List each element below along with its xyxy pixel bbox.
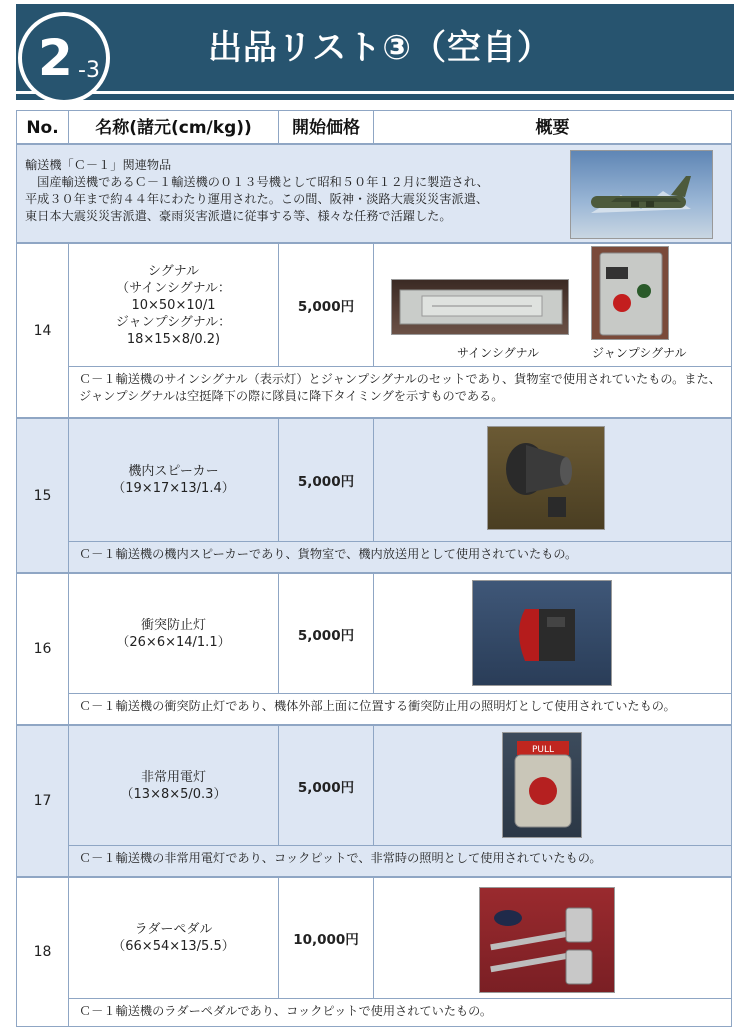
desc-line: Ｃ－１輸送機のサインシグナル（表示灯）とジャンプシグナルのセットであり、貨物室で使用されていたもの。また、 [79,372,721,386]
desc-line: ジャンプシグナルは空挺降下の際に隊員に降下タイミングを示すものである。 [79,389,504,403]
item-number: 17 [17,726,69,876]
item-name [69,878,279,998]
col-summary: 概要 [535,118,570,138]
item-price: 5,000円 [279,574,374,693]
desc-line: Ｃ－１輸送機のラダーペダルであり、コックピットで使用されていたもの。 [79,1004,493,1018]
table-header-row [16,110,732,144]
name-line: シグナル [147,263,200,279]
name-line: 18×15×8/0.2) [126,331,221,347]
pull-label: PULL [531,745,555,755]
emergency-light-photo [502,732,582,838]
item-description [69,541,731,572]
desc-line: Ｃ－１輸送機の衝突防止灯であり、機体外部上面に位置する衝突防止用の照明灯として使用されていたもの。 [79,699,676,713]
intro-line: 国産輸送機であるＣ－１輸送機の０１３号機として昭和５０年１２月に製造され、 [25,175,489,189]
desc-line: Ｃ－１輸送機の機内スピーカーであり、貨物室で、機内放送用として使用されていたもの。 [79,547,578,561]
sign-signal-photo [391,279,569,335]
table-row [16,725,732,877]
name-line: ラダーペダル [134,922,213,937]
col-price: 開始価格 [279,111,374,143]
item-description [69,693,731,724]
col-name: 名称(諸元(cm/kg)) [69,111,279,143]
sign-signal-caption: サインシグナル [457,346,540,360]
name-line: 非常用電灯 [140,769,206,785]
anticollision-light-photo [472,580,612,686]
item-name [69,726,279,845]
item-price: 5,000円 [279,419,374,541]
item-number: 14 [17,244,69,417]
item-name [69,574,279,693]
name-line: 機内スピーカー [128,464,219,479]
name-line: （19×17×13/1.4） [112,481,235,496]
item-number: 15 [17,419,69,572]
table-row [16,418,732,573]
name-line: （26×6×14/1.1） [116,634,231,650]
rudder-pedal-photo [479,887,615,993]
intro-line: 輸送機「Ｃ－１」関連物品 [25,158,172,172]
table-row [16,877,732,1027]
desc-line: Ｃ－１輸送機の非常用電灯であり、コックピットで、非常時の照明として使用されていたもの。 [79,851,602,865]
col-no: No. [17,111,69,143]
name-line: ジャンプシグナル： [115,314,232,330]
intro-line: 東日本大震災災害派遣、豪雨災害派遣に従事する等、様々な任務で活躍した。 [25,209,452,223]
name-line: 衝突防止灯 [140,617,206,633]
item-number: 16 [17,574,69,724]
table-row [16,573,732,725]
jump-signal-photo [591,246,669,340]
badge-number: 2 [38,29,73,87]
c1-aircraft-photo [570,150,713,239]
item-price: 10,000円 [279,878,374,998]
intro-line: 平成３０年まで約４４年にわたり運用された。この間、阪神・淡路大震災災害派遣、 [25,192,489,206]
jump-signal-caption: ジャンプシグナル [592,346,687,360]
header-divider [16,91,734,94]
item-description [69,845,731,876]
badge-sub: -3 [78,58,100,83]
item-description [69,366,731,417]
intro-text [25,157,565,225]
item-price: 5,000円 [279,244,374,366]
item-price: 5,000円 [279,726,374,845]
speaker-photo [487,426,605,530]
name-line: （サインシグナル： [116,280,231,296]
name-line: （13×8×5/0.3） [120,786,227,802]
name-line: （66×54×13/5.5） [112,939,235,954]
table-row [16,243,732,418]
page-title: 出品リスト③（空自） [207,28,553,68]
section-badge [18,12,110,104]
item-name [69,419,279,541]
item-number: 18 [17,878,69,1026]
item-name [69,244,279,366]
intro-row [16,144,732,243]
name-line: 10×50×10/1 [131,297,216,313]
